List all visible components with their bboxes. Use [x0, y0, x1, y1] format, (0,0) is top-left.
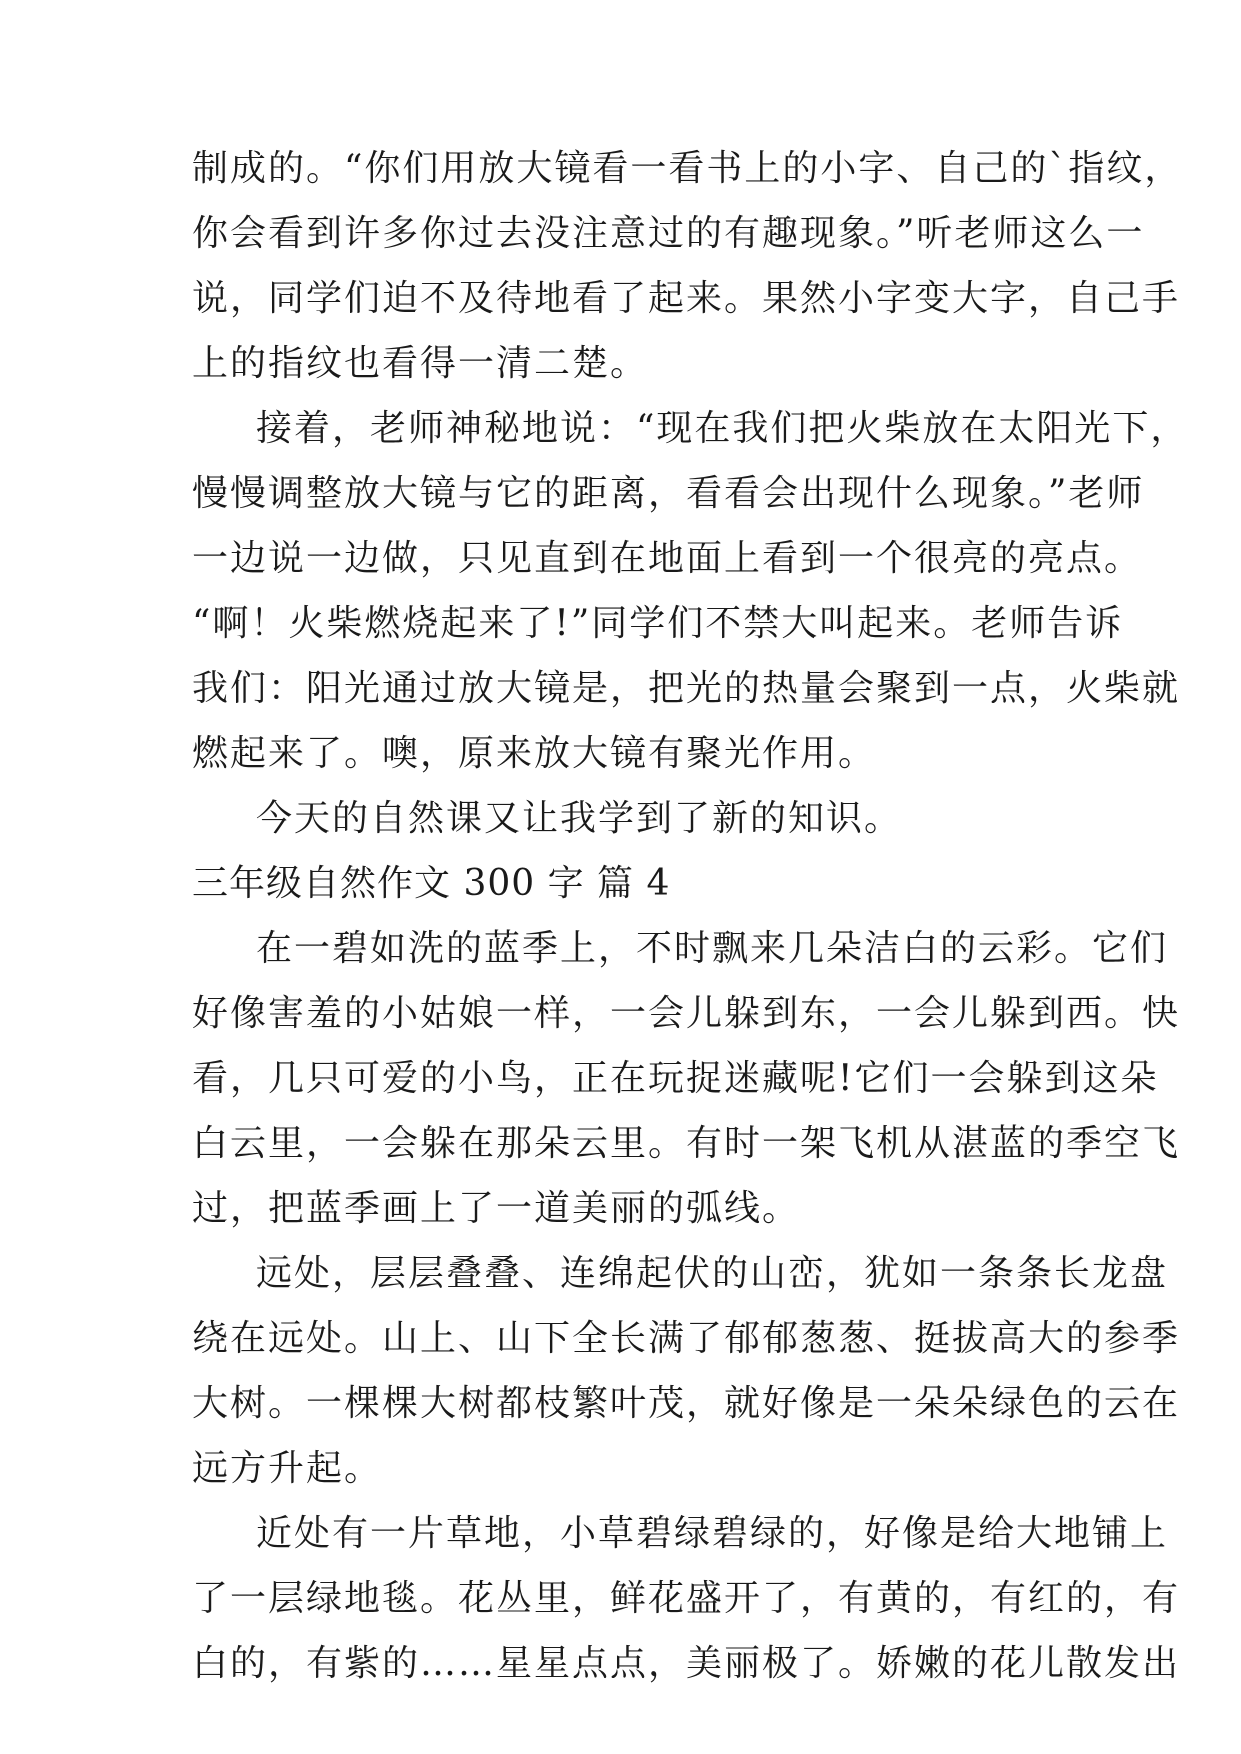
paragraph-first-line: 近处有一片草地，小草碧绿碧绿的，好像是给大地铺上 [256, 1513, 1169, 1554]
paragraph-first-line: 在一碧如洗的蓝季上，不时飘来几朵洁白的云彩。它们 [256, 928, 1169, 969]
text-line: 制成的。“你们用放大镜看一看书上的小字、自己的`指纹， [192, 148, 1183, 189]
text-line: 白云里，一会躲在那朵云里。有时一架飞机从湛蓝的季空飞 [192, 1123, 1181, 1164]
text-line: 好像害羞的小姑娘一样，一会儿躲到东，一会儿躲到西。快 [192, 993, 1181, 1034]
text-line: “啊！火柴燃烧起来了!”同学们不禁大叫起来。老师告诉 [192, 603, 1124, 644]
paragraph-first-line: 远处，层层叠叠、连绵起伏的山峦，犹如一条条长龙盘 [256, 1253, 1169, 1294]
text-line: 一边说一边做，只见直到在地面上看到一个很亮的亮点。 [192, 538, 1143, 579]
document-body [192, 136, 1189, 1696]
text-line: 过，把蓝季画上了一道美丽的弧线。 [192, 1188, 801, 1229]
text-line: 上的指纹也看得一清二楚。 [192, 343, 649, 384]
text-line: 绕在远处。山上、山下全长满了郁郁葱葱、挺拔高大的参季 [192, 1318, 1181, 1359]
text-line: 你会看到许多你过去没注意过的有趣现象。”听老师这么一 [192, 213, 1145, 254]
text-line: 大树。一棵棵大树都枝繁叶茂，就好像是一朵朵绿色的云在 [192, 1383, 1181, 1424]
text-line: 我们：阳光通过放大镜是，把光的热量会聚到一点，火柴就 [192, 668, 1181, 709]
text-line: 说，同学们迫不及待地看了起来。果然小字变大字，自己手 [192, 278, 1181, 319]
text-line: 慢慢调整放大镜与它的距离，看看会出现什么现象。”老师 [192, 473, 1145, 514]
text-line: 了一层绿地毯。花丛里，鲜花盛开了，有黄的，有红的，有 [192, 1578, 1181, 1619]
text-line: 白的，有紫的……星星点点，美丽极了。娇嫩的花儿散发出 [192, 1643, 1181, 1684]
paragraph-first-line: 接着，老师神秘地说：“现在我们把火柴放在太阳光下， [256, 408, 1189, 449]
paragraph-first-line: 今天的自然课又让我学到了新的知识。 [256, 798, 903, 839]
section-heading: 三年级自然作文 300 字 篇 4 [192, 863, 671, 904]
text-line: 燃起来了。噢，原来放大镜有聚光作用。 [192, 733, 877, 774]
text-line: 远方升起。 [192, 1448, 383, 1489]
text-line: 看，几只可爱的小鸟，正在玩捉迷藏呢!它们一会躲到这朵 [192, 1058, 1159, 1099]
